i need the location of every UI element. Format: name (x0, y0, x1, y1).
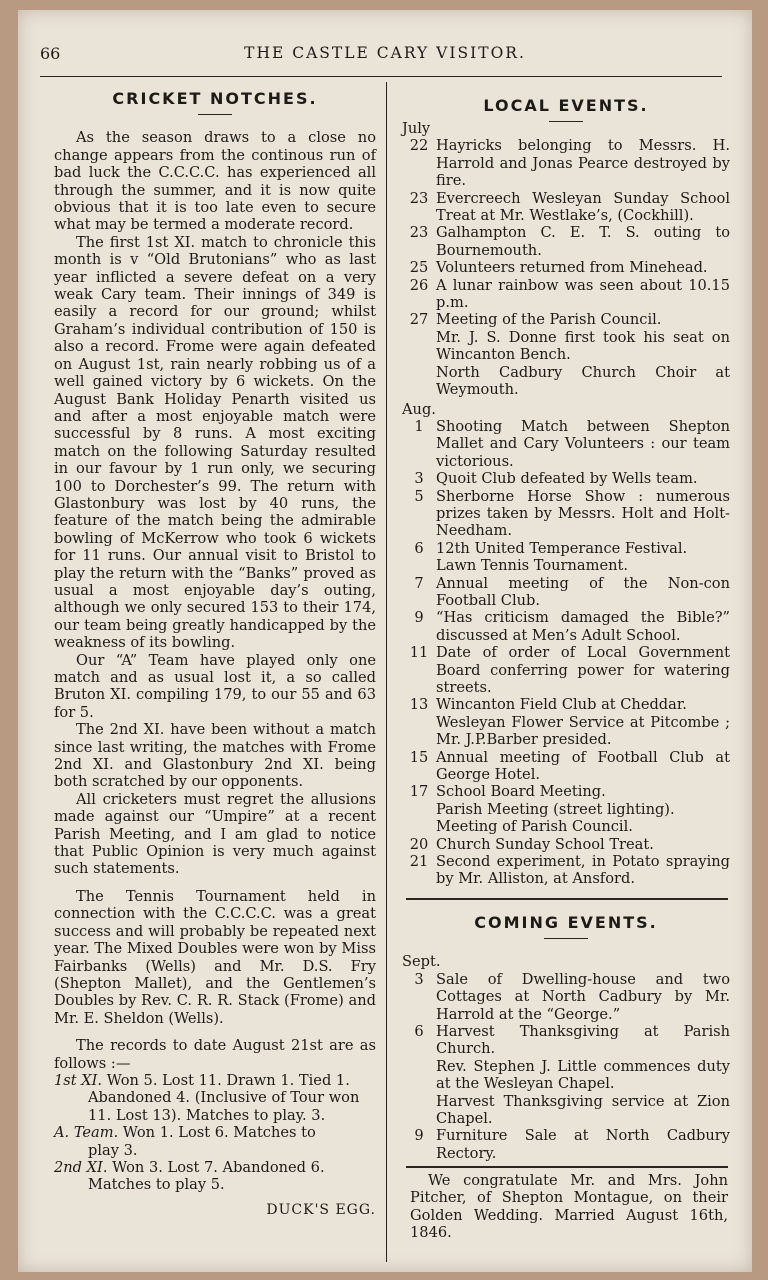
event-entry (402, 418, 730, 470)
event-text: Annual meeting of Football Club at George Hotel. (436, 748, 730, 784)
event-day: 23 (409, 189, 429, 207)
event-day: 20 (409, 835, 429, 853)
page-number: 66 (40, 44, 61, 63)
event-text: Wincanton Field Club at Cheddar. (436, 696, 687, 714)
event-text: Second experiment, in Potato spraying by Mr. Alliston, at Ansford. (436, 853, 730, 888)
event-text: Furniture Sale at North Cadbury Rectory. (436, 1127, 730, 1162)
event-day: 23 (409, 224, 429, 242)
column-divider (386, 82, 387, 1262)
event-text: Shooting Match between Shepton Mallet and Cary Volunteers : our team victorious. (436, 417, 730, 470)
event-text: School Board Meeting. (436, 783, 606, 801)
cricket-paragraph: All cricketers must regret the allusions made against our “Umpire” at a recent Parish Meeting, and I am glad to notice that Public Opinion is very much against such statements. (54, 790, 376, 878)
event-entry (402, 1127, 730, 1162)
cricket-paragraph: The first 1st XI. match to chronicle this month is v “Old Brutonians” who as last year inflicted a severe defeat on a very weak Cary team. Their innings of 349 is easily a record for our ground; whilst Graham’s individual contribution of 150 is also a record. Frome were again defeated on August 1st, rain nearly robbing us of a well gained victory by 6 wickets. On the August Bank Holiday Penarth visited us and after a most enjoyable match were successful by 8 runs. A most exciting match on the following Saturday resulted in our favour by 1 run only, we securing 100 to Dorchester’s 99. The return with Glastonbury was lost by 40 runs, the feature of the match being the admirable bowling of McKerrow who took 6 wickets for 11 runs. Our annual visit to Bristol to play the return with the “Banks” proved as usual a most enjoyable day’s outing, although we only secured 153 to their 174, our team being greatly handicapped by the weakness of its bowling. (54, 233, 376, 652)
local-events-title: LOCAL EVENTS. (483, 96, 649, 115)
page (18, 10, 752, 1272)
event-text: Meeting of Parish Council. (436, 818, 633, 836)
cricket-paragraph: Our “A” Team have played only one match and as usual lost it, a so called Bruton XI. compiling 179, to our 55 and 63 for 5. (54, 651, 376, 721)
event-day: 26 (409, 276, 429, 294)
event-day: 9 (414, 609, 424, 627)
record-entry-cont: Abandoned 4. (Inclusive of Tour won 11. Lost 13). Matches to play. 3. (88, 1089, 360, 1124)
event-text: North Cadbury Church Choir at Weymouth. (436, 363, 730, 399)
event-text: “Has criticism damaged the Bible?” discussed at Men’s Adult School. (436, 609, 730, 644)
cricket-paragraph: As the season draws to a close no change appears from the continous run of bad luck the C.C.C.C. has experienced all through the summer, and it is now quite obvious that it is too late even to secure what may be termed a moderate record. (54, 129, 376, 234)
event-entry (402, 470, 730, 487)
event-text: Galhampton C. E. T. S. outing to Bournemouth. (436, 224, 730, 259)
cricket-paragraph: The 2nd XI. have been without a match since last writing, the matches with Frome 2nd XI. and Glastonbury 2nd XI. being both scratched by our opponents. (54, 721, 376, 791)
event-text: Hayricks belonging to Messrs. H. Harrold and Jonas Pearce destroyed by fire. (436, 137, 730, 190)
event-day: 15 (409, 748, 429, 766)
congratulations-notice (410, 1172, 728, 1242)
record-entry-cont: play 3. (88, 1141, 138, 1159)
event-text: 12th United Temperance Festival. (436, 539, 688, 557)
event-text: Church Sunday School Treat. (436, 835, 654, 853)
event-entry (402, 1023, 730, 1127)
event-day: 27 (409, 311, 429, 329)
coming-events-list (402, 971, 730, 1162)
event-day: 11 (409, 644, 429, 662)
record-entry-cont: Matches to play 5. (88, 1176, 225, 1194)
page-header (18, 44, 752, 68)
event-entry (402, 644, 730, 696)
event-entry (402, 540, 730, 575)
event-text: Annual meeting of the Non-con Football Club. (436, 574, 730, 609)
header-rule (40, 76, 722, 77)
event-text: Meeting of the Parish Council. (436, 311, 662, 329)
event-entry (402, 224, 730, 259)
event-entry (402, 190, 730, 225)
event-day: 6 (414, 539, 424, 557)
records-list (54, 1072, 376, 1194)
title-rule (198, 114, 232, 115)
event-text: Sherborne Horse Show : numerous prizes taken by Messrs. Holt and Holt-Needham. (436, 487, 730, 540)
author-signoff: DUCK'S EGG. (266, 1201, 376, 1218)
section-rule (406, 1166, 728, 1168)
event-text: Parish Meeting (street lighting). (436, 800, 675, 818)
event-text: Quoit Club defeated by Wells team. (436, 470, 698, 488)
cricket-title: CRICKET NOTCHES. (112, 89, 318, 108)
event-entry (402, 137, 730, 189)
event-entry (402, 836, 730, 853)
event-day: 7 (414, 574, 424, 592)
month-label: July (402, 120, 431, 137)
event-text: Rev. Stephen J. Little commences duty at the Wesleyan Chapel. (436, 1057, 730, 1093)
record-entry: A. Team. Won 1. Lost 6. Matches to (54, 1124, 316, 1142)
event-entry (402, 853, 730, 888)
event-entry (402, 696, 730, 748)
event-text: Mr. J. S. Donne first took his seat on Wincanton Bench. (436, 328, 730, 364)
event-entry (402, 609, 730, 644)
month-label: Sept. (402, 953, 441, 971)
event-text: Volunteers returned from Minehead. (436, 259, 708, 277)
event-day: 21 (409, 853, 429, 871)
event-day: 3 (414, 970, 424, 988)
event-text: Lawn Tennis Tournament. (436, 557, 628, 575)
event-entry (402, 971, 730, 1023)
event-text: Wesleyan Flower Service at Pitcombe ; Mr. J.P.Barber presided. (436, 713, 730, 749)
coming-events-section (402, 914, 730, 1162)
coming-events-title: COMING EVENTS. (474, 913, 658, 932)
event-text: Date of order of Local Government Board conferring power for watering streets. (436, 644, 730, 696)
section-rule (406, 898, 728, 900)
event-text: Sale of Dwelling-house and two Cottages at North Cadbury by Mr. Harrold at the “George.” (436, 970, 730, 1023)
event-day: 13 (409, 696, 429, 714)
event-entry (402, 259, 730, 276)
record-entry: 1st XI. Won 5. Lost 11. Drawn 1. Tied 1. (54, 1071, 350, 1089)
event-text: Harvest Thanksgiving at Parish Church. (436, 1023, 730, 1058)
local-events-list (402, 118, 730, 888)
event-entry (402, 488, 730, 540)
event-entry (402, 277, 730, 312)
running-title: THE CASTLE CARY VISITOR. (244, 44, 526, 62)
event-day: 6 (414, 1023, 424, 1041)
event-day: 5 (414, 487, 424, 505)
event-day: 22 (409, 137, 429, 155)
event-day: 25 (409, 259, 429, 277)
event-text: Harvest Thanksgiving service at Zion Chapel. (436, 1092, 730, 1128)
cricket-column (54, 90, 376, 1219)
congratulations-text: We congratulate Mr. and Mrs. John Pitcher, of Shepton Montague, on their Golden Wedding. Married August 16th, 1846. (410, 1172, 728, 1242)
tennis-paragraph: The Tennis Tournament held in connection with the C.C.C.C. was a great success and will probably be repeated next year. The Mixed Doubles were won by Miss Fairbanks (Wells) and Mr. D.S. Fry (Shepton Mallet), and the Gentlemen’s Doubles by Rev. C. R. R. Stack (Frome) and Mr. E. Sheldon (Wells). (54, 887, 376, 1027)
title-rule (544, 938, 588, 939)
records-intro: The records to date August 21st are as follows :— (54, 1037, 376, 1072)
event-day: 17 (409, 783, 429, 801)
month-label: Aug. (402, 400, 436, 418)
record-entry: 2nd XI. Won 3. Lost 7. Abandoned 6. (54, 1158, 325, 1176)
event-entry (402, 783, 730, 835)
event-day: 9 (414, 1127, 424, 1145)
event-entry (402, 749, 730, 784)
event-entry (402, 575, 730, 610)
event-text: Evercreech Wesleyan Sunday School Treat at Mr. Westlake’s, (Cockhill). (436, 189, 730, 225)
event-day: 1 (414, 417, 424, 435)
event-day: 3 (414, 470, 424, 488)
event-text: A lunar rainbow was seen about 10.15 p.m. (436, 276, 730, 312)
event-entry (402, 311, 730, 398)
